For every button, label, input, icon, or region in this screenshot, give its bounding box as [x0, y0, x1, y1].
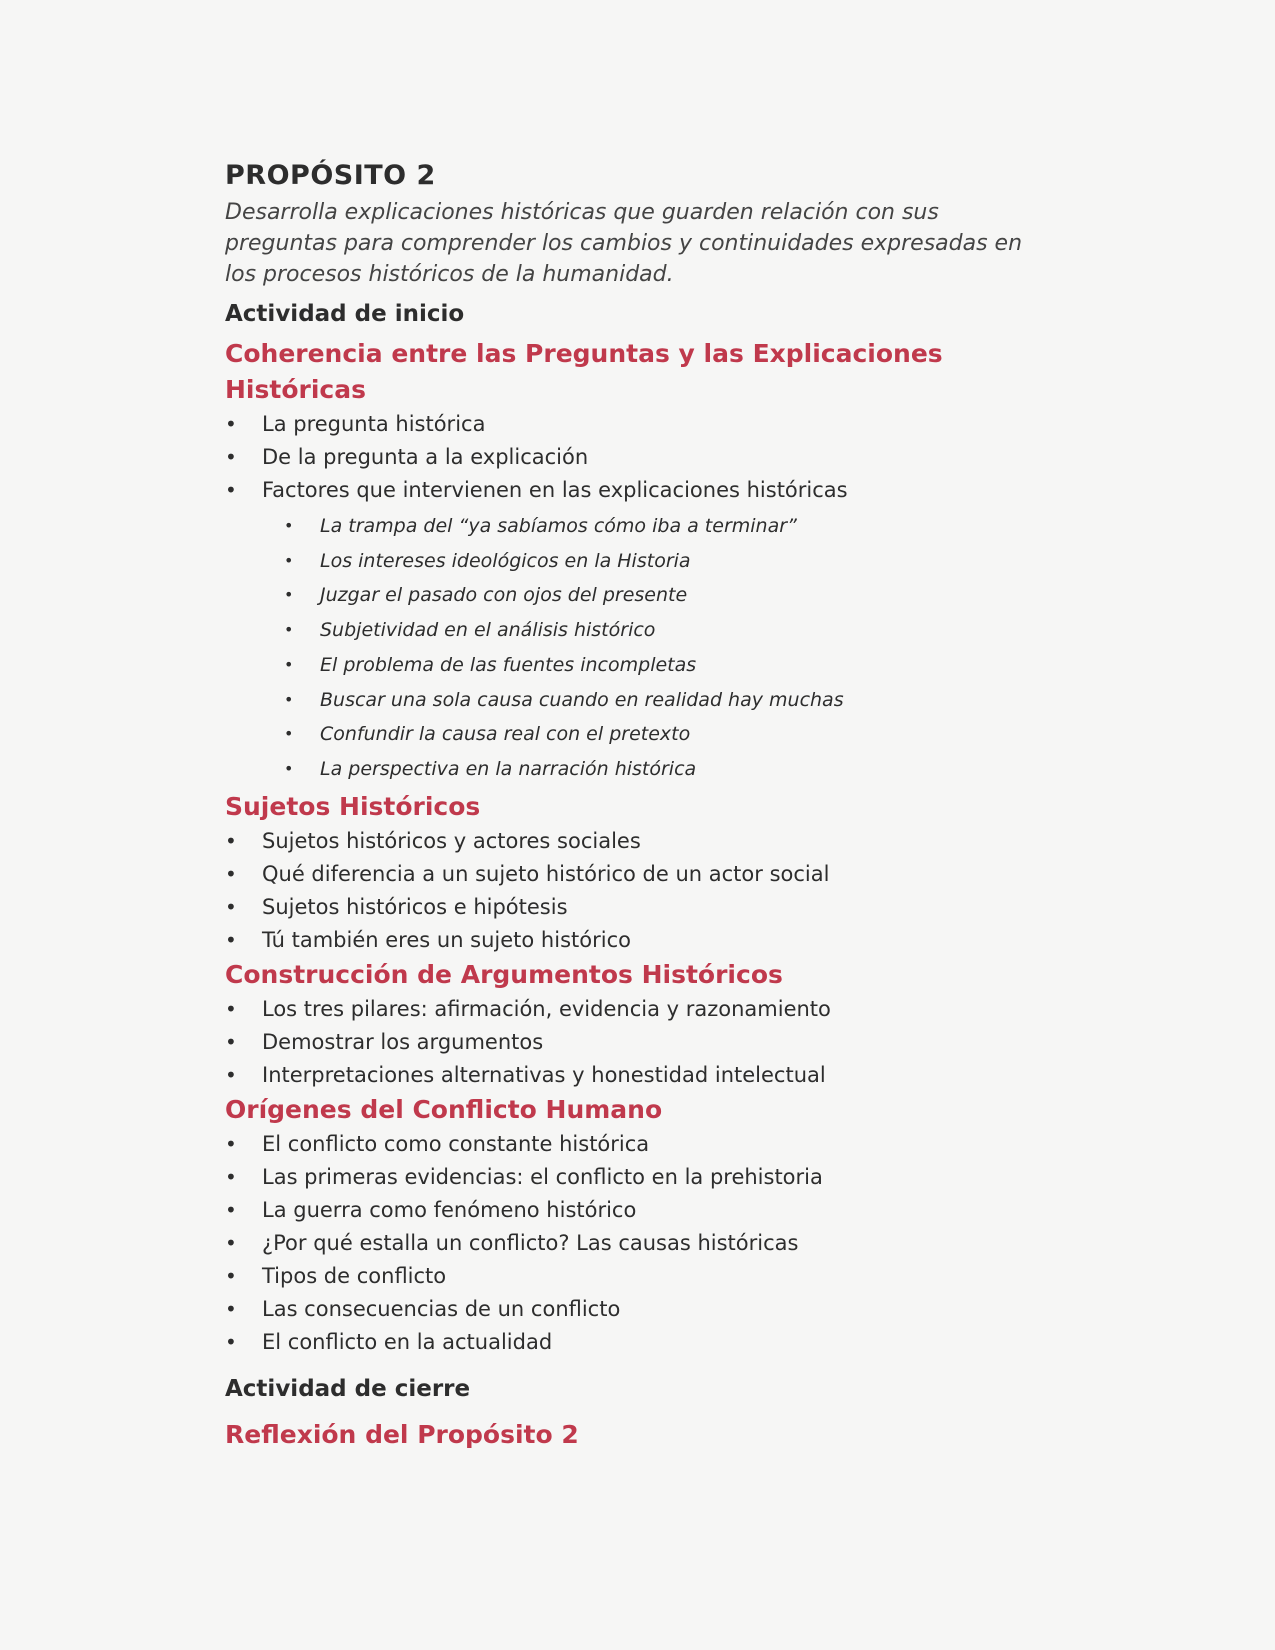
list-item: • La guerra como fenómeno histórico — [225, 1194, 1045, 1227]
list-item: • Qué diferencia a un sujeto histórico de un actor social — [225, 858, 1045, 891]
list-item: • Factores que intervienen en las explicaciones históricas — [225, 474, 1045, 507]
proposito-title: PROPÓSITO 2 — [225, 160, 436, 191]
list-item: • El conflicto en la actualidad — [225, 1326, 1045, 1359]
sub-list-item: • Los intereses ideológicos en la Historia — [225, 544, 1045, 579]
section-list-argumentos — [225, 993, 1045, 1092]
section-list-coherencia — [225, 408, 1045, 507]
list-item: • De la pregunta a la explicación — [225, 441, 1045, 474]
section-title-conflicto: Orígenes del Conflicto Humano — [225, 1094, 663, 1124]
document-page — [225, 160, 1045, 1453]
sub-list-item: • Juzgar el pasado con ojos del presente — [225, 578, 1045, 613]
list-item: • Las consecuencias de un conflicto — [225, 1293, 1045, 1326]
sublist-factores — [225, 509, 1045, 787]
sub-list-item: • La perspectiva en la narración histórica — [225, 752, 1045, 787]
sub-list-item: • Confundir la causa real con el pretexto — [225, 717, 1045, 752]
section-list-conflicto — [225, 1128, 1045, 1359]
actividad-cierre-label: Actividad de cierre — [225, 1375, 471, 1402]
sub-list-item: • La trampa del “ya sabíamos cómo iba a terminar” — [225, 509, 1045, 544]
actividad-inicio-label: Actividad de inicio — [225, 301, 465, 327]
list-item: • Los tres pilares: afirmación, evidencia y razonamiento — [225, 993, 1045, 1026]
list-item: • El conflicto como constante histórica — [225, 1128, 1045, 1161]
list-item: • La pregunta histórica — [225, 408, 1045, 441]
sub-list-item: • Buscar una sola causa cuando en realidad hay muchas — [225, 683, 1045, 718]
list-item: • Tú también eres un sujeto histórico — [225, 924, 1045, 957]
list-item: • Demostrar los argumentos — [225, 1026, 1045, 1059]
section-title-sujetos: Sujetos Históricos — [225, 791, 481, 821]
sub-list-item: • El problema de las fuentes incompletas — [225, 648, 1045, 683]
list-item: • Sujetos históricos y actores sociales — [225, 825, 1045, 858]
proposito-description: Desarrolla explicaciones históricas que guarden relación con sus preguntas para comprender los cambios y continuidades expresadas en los procesos históricos de la humanidad. — [225, 200, 1023, 287]
list-item: • ¿Por qué estalla un conflicto? Las causas históricas — [225, 1227, 1045, 1260]
list-item: • Interpretaciones alternativas y honestidad intelectual — [225, 1059, 1045, 1092]
sub-list-item: • Subjetividad en el análisis histórico — [225, 613, 1045, 648]
list-item: • Tipos de conflicto — [225, 1260, 1045, 1293]
section-title-reflexion: Reflexión del Propósito 2 — [225, 1419, 579, 1449]
section-title-argumentos: Construcción de Argumentos Históricos — [225, 959, 783, 989]
list-item: • Sujetos históricos e hipótesis — [225, 891, 1045, 924]
section-list-sujetos — [225, 825, 1045, 957]
list-item: • Las primeras evidencias: el conflicto en la prehistoria — [225, 1161, 1045, 1194]
section-title-coherencia: Coherencia entre las Preguntas y las Explicaciones Históricas — [225, 339, 943, 404]
